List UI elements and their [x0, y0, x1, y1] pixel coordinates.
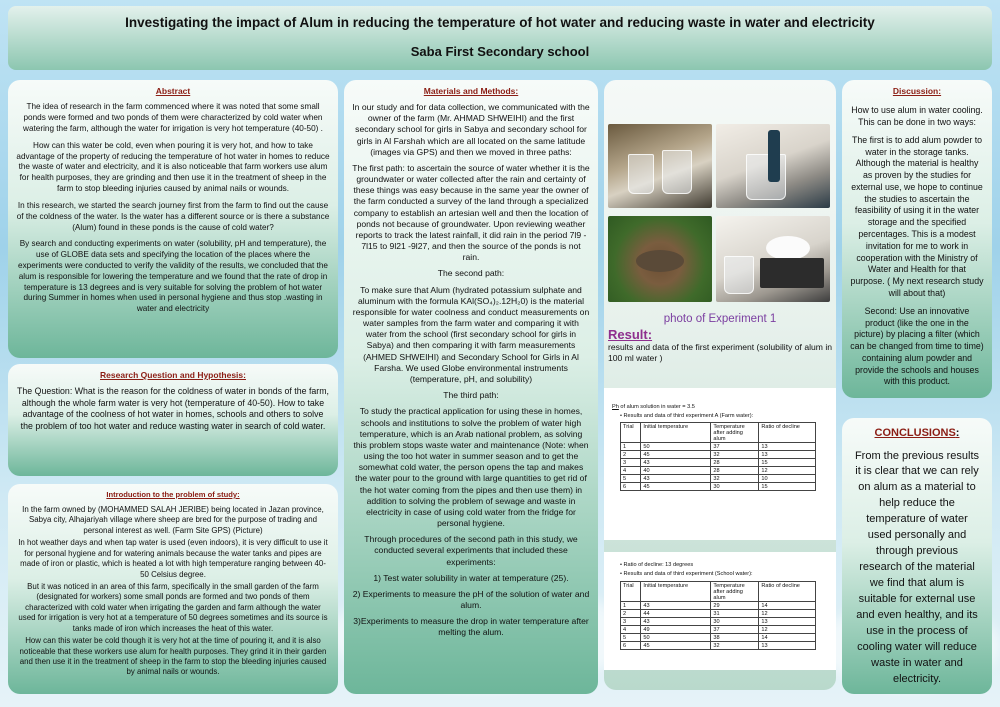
research-question-heading: Research Question and Hypothesis:: [100, 370, 246, 380]
table-cell: 28: [711, 467, 759, 475]
table-cell: 3: [621, 459, 641, 467]
table-cell: 45: [641, 451, 711, 459]
materials-heading: Materials and Methods:: [423, 86, 519, 96]
table-cell: 43: [641, 602, 711, 610]
table-cell: 15: [759, 483, 816, 491]
table-cell: 12: [759, 467, 816, 475]
first-path-paragraph: The first path: to ascertain the source of water whether it is the groundwater or water collected after the rain and certainty of these things was easy because in the same year the owner of the farm conducted a survey of the land through a specialized company to establish an artesian well and then the location of ponds not because of groundwater. Upon reviewing weather reports to track the latest rainfall, it did rain in the period 7l9 - 7l15 to 9l21 -9l27, and then the source of the ponds is not rain.: [352, 162, 590, 263]
ph-line: Ph of alum solution in water = 3.5: [612, 404, 695, 410]
table-cell: 12: [759, 610, 816, 618]
photo-caption: photo of Experiment 1: [663, 313, 777, 325]
table-cell: 4: [621, 467, 641, 475]
table-cell: 13: [759, 618, 816, 626]
table-row: [621, 467, 816, 475]
conclusions-text: From the previous results it is clear that we can rely on alum as a material to help reduce the temperature of water used personally and through previous research of the material we find that alum is suitable for external use and even healthy, and its use in the process of cooling water will reduce waste in water and electricity.: [854, 449, 980, 685]
introduction-paragraph: In the farm owned by (MOHAMMED SALAH JERIBE) being located in Jazan province, Sabya city, Alhajariyah village where sheep are bred for the purpose of trading and personal interest as well. (Farm Site GPS) (Picture): [22, 505, 324, 535]
discussion-paragraph: How to use alum in water cooling. This can be done in two ways:: [851, 105, 983, 127]
abstract-paragraph: The idea of research in the farm commenced where it was noted that some small ponds were formed and two ponds of them were characterized by cold water when watering the farm, although the water for irrigation is very hot temperature (40-50) .: [23, 102, 323, 133]
table-row: [621, 483, 816, 491]
table-cell: 4: [621, 626, 641, 634]
table-header-cell: Trial: [621, 423, 641, 443]
table-header-cell: Ratio of decline: [759, 423, 816, 443]
table-cell: 1: [621, 443, 641, 451]
second-path-title: The second path:: [437, 268, 505, 279]
conclusions-panel: [842, 418, 992, 694]
table-cell: 1: [621, 602, 641, 610]
table-cell: 43: [641, 475, 711, 483]
conclusions-heading: CONCLUSIONS:: [874, 427, 960, 439]
table-cell: 29: [711, 602, 759, 610]
table-cell: 12: [759, 626, 816, 634]
table-a-title: • Results and data of third experiment A (Farm water):: [620, 413, 828, 419]
table-row: [621, 443, 816, 451]
abstract-paragraph: By search and conducting experiments on water (solubility, pH and temperature), the use of GLOBE data sets and specifying the location of the places where the experiments were conducted to verify the validity of the results, we concluded that the alum is responsible for lowering the temperature and we found that the rate of drop in temperature is 13 degrees and is very suitable for solving the problem of hot water during Summer in homes when used in personal hygiene and thus stop .wasting in water and electricity: [18, 239, 328, 314]
table-cell: 32: [711, 451, 759, 459]
table-row: [621, 610, 816, 618]
table-row: [621, 602, 816, 610]
result-text: results and data of the first experiment (solubility of alum in 100 ml water ): [608, 342, 833, 363]
table-cell: 37: [711, 626, 759, 634]
discussion-panel: [842, 80, 992, 398]
experiment-item: 1) Test water solubility in water at temperature (25).: [373, 572, 569, 583]
table-cell: 5: [621, 634, 641, 642]
abstract-paragraph: In this research, we started the search journey first from the farm to find out the cause of the coldness of the water. Is the water has a different source or is there a substance (Alum) found in these ponds is the cause of cold water?: [16, 200, 330, 232]
introduction-panel: [8, 484, 338, 694]
table-cell: 37: [711, 443, 759, 451]
table-cell: 38: [711, 634, 759, 642]
table-cell: 14: [759, 634, 816, 642]
table-cell: 13: [759, 642, 816, 650]
introduction-paragraph: How can this water be cold though it is very hot at the time of pouring it, and it is also noticeable that these workers use alum for health purposes. They grind it in their garden and then use it in the treatment of sheep in the farm to stop the bleeding injuries caused by animal nails or wounds.: [19, 636, 327, 677]
research-question-panel: [8, 364, 338, 476]
materials-paragraph: In our study and for data collection, we communicated with the owner of the farm (Mr. AHMAD SHWEIHI) and the first secondary school for girls in Sabya and secondary school for girls in Al Farshah which are all located on the same latitude (images via GPS) and then we moved in three paths:: [352, 102, 590, 157]
table-cell: 13: [759, 443, 816, 451]
table-cell: 32: [711, 475, 759, 483]
table-row: [621, 626, 816, 634]
experiment-photo-ph-meter: [716, 124, 830, 208]
table-cell: 50: [641, 634, 711, 642]
discussion-paragraph: The first is to add alum powder to water in the storage tanks. Although the material is healthy as proven by the studies for external use, we hope to continue the studies to ascertain the feasibility of using it in the water storage and the specified percentages. This is a modest invitation for me to work in cooperation with the Ministry of Water and Health for that purpose. ( My next research study will about that): [850, 134, 984, 298]
table-row: [621, 642, 816, 650]
table-cell: 2: [621, 610, 641, 618]
table-cell: 44: [641, 610, 711, 618]
abstract-heading: Abstract: [155, 86, 191, 96]
table-cell: 6: [621, 642, 641, 650]
school-water-results: [604, 552, 836, 670]
table-header-cell: Initial temperature: [641, 423, 711, 443]
experiment-item: 3)Experiments to measure the drop in water temperature after melting the alum.: [353, 616, 589, 638]
table-header-cell: Ratio of decline: [759, 582, 816, 602]
materials-methods-panel: [344, 80, 598, 694]
abstract-paragraph: How can this water be cold, even when pouring it is very hot, and how to take advantage of the property of reducing the temperature of hot water in homes to reduce the waste of water and electricity, and it is also noticeable that farm workers use alum for health purposes, they are grinding and then use it in the treatment of sheep in the farm to stop bleeding injuries caused by animal nails or wounds.: [16, 140, 330, 194]
farm-water-results: [604, 388, 836, 540]
table-header-cell: Temperature after adding alum: [711, 582, 759, 602]
table-row: [621, 451, 816, 459]
table-row: [621, 459, 816, 467]
table-cell: 40: [641, 467, 711, 475]
discussion-paragraph: Second: Use an innovative product (like the one in the picture) by placing a filter (which can be changed from time to time) containing alum powder and provide the schools and houses with this product.: [850, 305, 984, 387]
table-header-row: [621, 423, 816, 443]
alum-scale-photo: [716, 216, 830, 302]
table-header-cell: Initial temperature: [641, 582, 711, 602]
abstract-panel: [8, 80, 338, 358]
farm-pond-photo: [608, 216, 712, 302]
table-header-row: [621, 582, 816, 602]
table-cell: 30: [711, 483, 759, 491]
table-cell: 13: [759, 451, 816, 459]
table-cell: 45: [641, 642, 711, 650]
introduction-heading: Introduction to the problem of study:: [106, 490, 240, 499]
table-cell: 43: [641, 459, 711, 467]
table-cell: 43: [641, 618, 711, 626]
table-row: [621, 618, 816, 626]
result-heading: Result:: [608, 327, 653, 342]
experiment-photo-glasses: [608, 124, 712, 208]
table-cell: 28: [711, 459, 759, 467]
table-cell: 3: [621, 618, 641, 626]
table-b-title: • Results and data of third experiment (School water):: [620, 571, 828, 577]
table-cell: 5: [621, 475, 641, 483]
table-cell: 2: [621, 451, 641, 459]
table-cell: 30: [711, 618, 759, 626]
experiments-intro: Through procedures of the second path in this study, we conducted several experiments that included these experiments:: [364, 534, 578, 567]
school-water-table: [620, 581, 816, 650]
third-path-title: The third path:: [443, 390, 499, 401]
table-row: [621, 634, 816, 642]
discussion-heading: Discussion:: [892, 86, 942, 96]
poster-header: [8, 6, 992, 70]
table-cell: 45: [641, 483, 711, 491]
poster-title: Investigating the impact of Alum in reducing the temperature of hot water and reducing waste in water and electricity: [125, 15, 875, 30]
farm-water-table: [620, 422, 816, 491]
third-path-paragraph: To study the practical application for using these in homes, schools and institutions to solve the problem of water high temperature, which is an Arab national problem, as solving this problem stops waste water and maintenance (Note: when using the too hot water in summer season and to get the somewhat cold water, the person opens the tap and makes the water pour to the ground with large quantities to get rid of the hot water coming from the pipes and then use them) in addition to solving the problem of sewage and waste in electricity in case of using cold water from the fridge for personal hygiene.: [353, 406, 589, 529]
experiments-list: [352, 573, 590, 639]
experiment-item: 2) Experiments to measure the pH of the solution of water and alum.: [352, 588, 590, 611]
introduction-paragraph: In hot weather days and when tap water is used (even indoors), it is very difficult to use it for personal hygiene and for watering animals because the water tanks and pipes are made of iron or plastic, which is heated a lot with high temperature ranging between 40-50 Celsius degree.: [18, 538, 328, 579]
table-header-cell: Temperature after adding alum: [711, 423, 759, 443]
table-cell: 6: [621, 483, 641, 491]
table-cell: 31: [711, 610, 759, 618]
table-cell: 10: [759, 475, 816, 483]
school-name: Saba First Secondary school: [410, 44, 590, 59]
table-header-cell: Trial: [621, 582, 641, 602]
research-question-text: The Question: What is the reason for the coldness of water in bonds of the farm, although the whole farm water is very hot (temperature of 40-50). How to take advantage of the coolness of hot water in homes, schools and others to solve the problem of too hot water and reduce wasting water in search of cold water.: [17, 386, 329, 432]
table-cell: 32: [711, 642, 759, 650]
table-cell: 14: [759, 602, 816, 610]
ratio-line: • Ratio of decline: 13 degrees: [620, 562, 828, 568]
introduction-paragraph: But it was noticed in an area of this farm, specifically in the small garden of the farm (designated for workers) some small ponds are formed and two ponds of them characterized with cold water when irrigating the garden and farm although the water used for irrigation is very hot at a temperature of 50 degrees sometimes and its source is tanks made of iron which increases the heat of this water.: [18, 581, 328, 633]
table-cell: 50: [641, 443, 711, 451]
table-row: [621, 475, 816, 483]
second-path-paragraph: To make sure that Alum (hydrated potassium sulphate and aluminum with the formula KAl(SO₄)₂.12H₂0) is the material responsible for water coolness and conduct measurements on water samples from the farm water and comparing it with water from the school (first secondary school for girls in Sabya) and then comparing it with farm measurements (AHMED SHWEIHI) and Secondary School for Girls in Al Farsha. We used Globe environmental instruments (temperature, pH, and solubility): [352, 284, 590, 384]
table-cell: 15: [759, 459, 816, 467]
table-cell: 49: [641, 626, 711, 634]
